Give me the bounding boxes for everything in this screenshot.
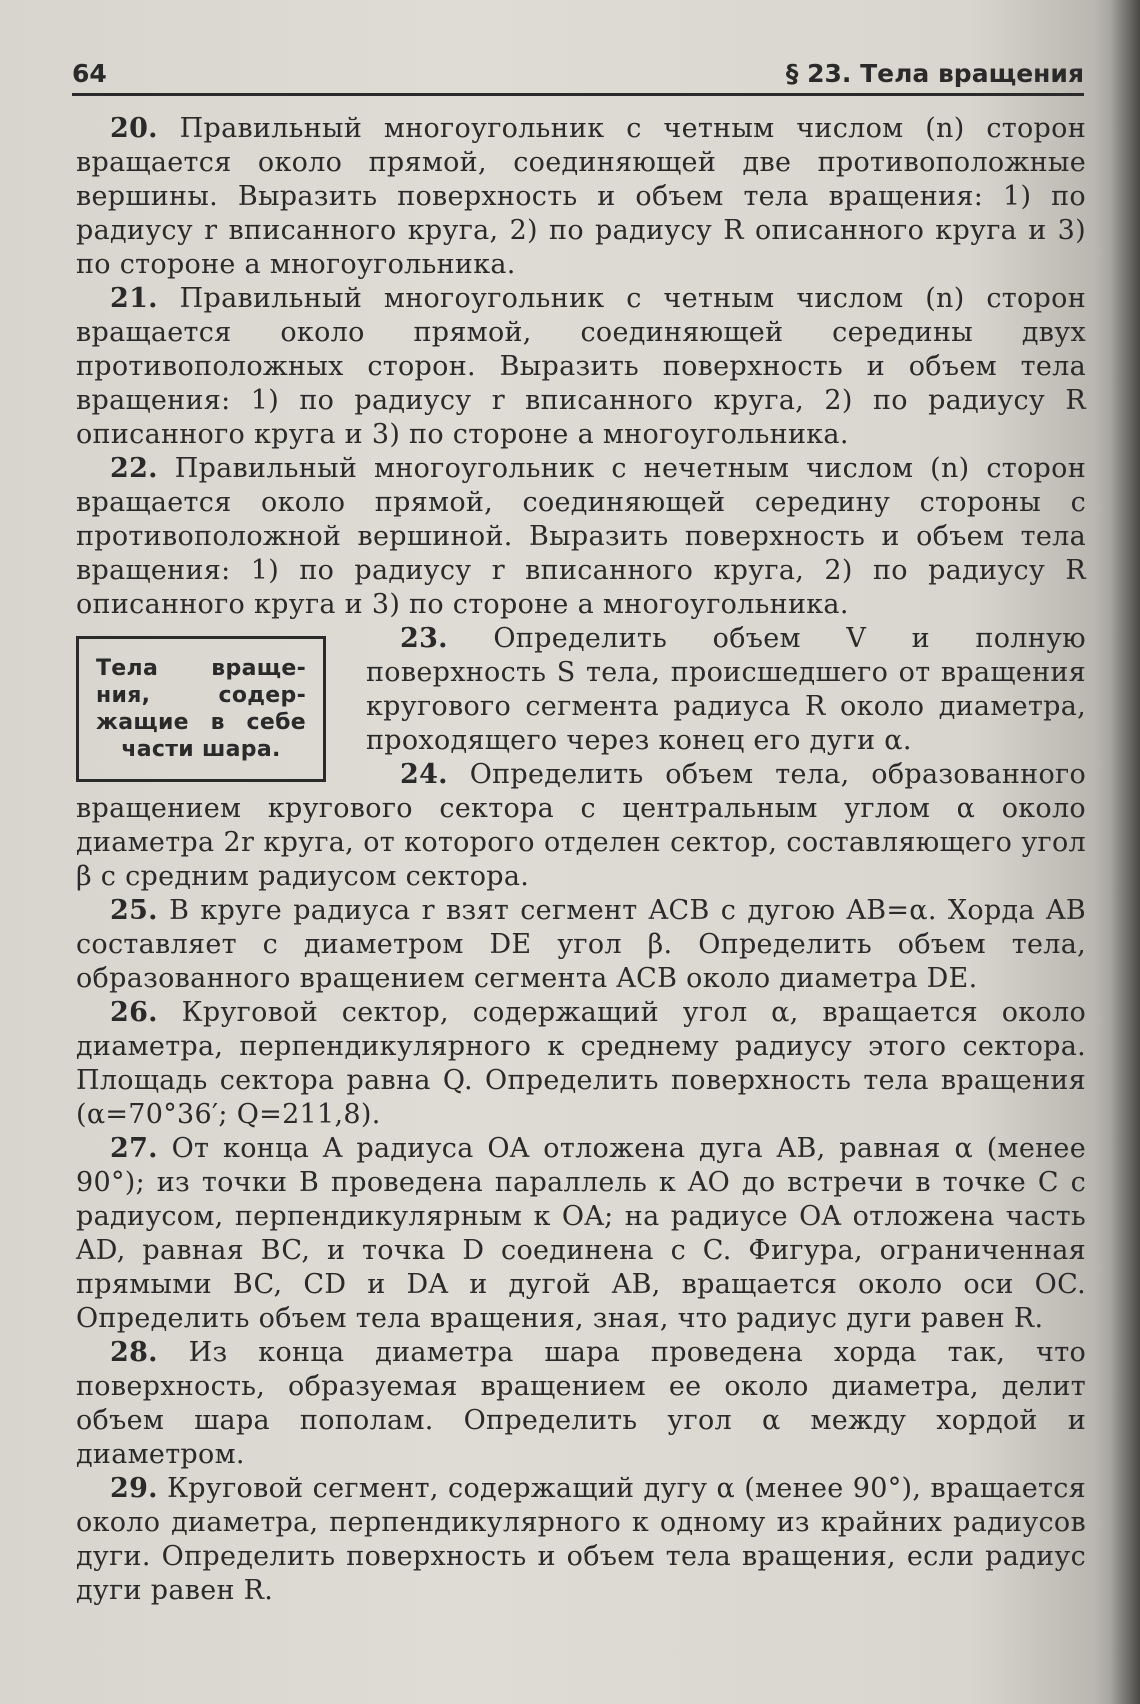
section-title: § 23. Тела вращения [785, 59, 1084, 88]
problem-25: 25. В круге радиуса r взят сегмент ACB с дугою AB=α. Хорда AB составляет с диаметром DE угол β. Определить объем тела, образованного вращением сегмента ACB около диаметра DE. [76, 895, 1086, 994]
page-content [76, 112, 1086, 1608]
problem-28: 28. Из конца диаметра шара проведена хорда так, что поверхность, образуемая вращением ее около диаметра, делит объем шара пополам. Определить угол α между хордой и диаметром. [76, 1337, 1086, 1470]
page-spine-shadow [1110, 0, 1140, 1704]
problem-23: 23. Определить объем V и полную поверхность S тела, происшедшего от вращения кругового сегмента радиуса R около диаметра, проходящего через конец его дуги α. [366, 623, 1086, 756]
problem-26: 26. Круговой сектор, содержащий угол α, вращается около диаметра, перпендикулярного к среднему радиусу этого сектора. Площадь сектора равна Q. Определить поверхность тела вращения (α=70°36′; Q=211,8). [76, 997, 1087, 1130]
header-rule [72, 93, 1084, 96]
margin-note-box [76, 636, 326, 782]
problem-22: 22. Правильный многоугольник с нечетным числом (n) сторон вращается около прямой, соединяющей середину стороны с противоположной вершиной. Выразить поверхность и объем тела вращения: 1) по радиусу r вписанного круга, 2) по радиусу R описанного круга и 3) по стороне a многоугольника. [76, 453, 1086, 620]
problem-21: 21. Правильный многоугольник с четным числом (n) сторон вращается около прямой, соединяющей середины двух противоположных сторон. Выразить поверхность и объем тела вращения: 1) по радиусу r вписанного круга, 2) по радиусу R описанного круга и 3) по стороне a многоугольника. [76, 283, 1086, 450]
page-number: 64 [72, 59, 107, 88]
problem-24: 24. Определить объем тела, образованного вращением кругового сектора с центральным углом α около диаметра 2r круга, от которого отделен сектор, составляющего угол β с средним радиусом сектора. [76, 759, 1087, 892]
problem-20: 20. Правильный многоугольник с четным числом (n) сторон вращается около прямой, соединяющей две противоположные вершины. Выразить поверхность и объем тела вращения: 1) по радиусу r вписанного круга, 2) по радиусу R описанного круга и 3) по стороне a многоугольника. [76, 113, 1086, 280]
problem-27: 27. От конца A радиуса OA отложена дуга AB, равная α (менее 90°); из точки B проведена параллель к AO до встречи в точке C с радиусом, перпендикулярным к OA; на радиусе OA отложена часть AD, равная BC, и точка D соединена с C. Фигура, ограниченная прямыми BC, CD и DA и дугой AB, вращается около оси OC. Определить объем тела вращения, зная, что радиус дуги равен R. [76, 1133, 1086, 1334]
margin-note-text: Тела враще-ния, содер-жащие в себе части шара. [96, 656, 306, 762]
page-header [72, 48, 1084, 88]
problem-29: 29. Круговой сегмент, содержащий дугу α (менее 90°), вращается около диаметра, перпендикулярного к одному из крайних радиусов дуги. Определить поверхность и объем тела вращения, если радиус дуги равен R. [76, 1473, 1086, 1606]
